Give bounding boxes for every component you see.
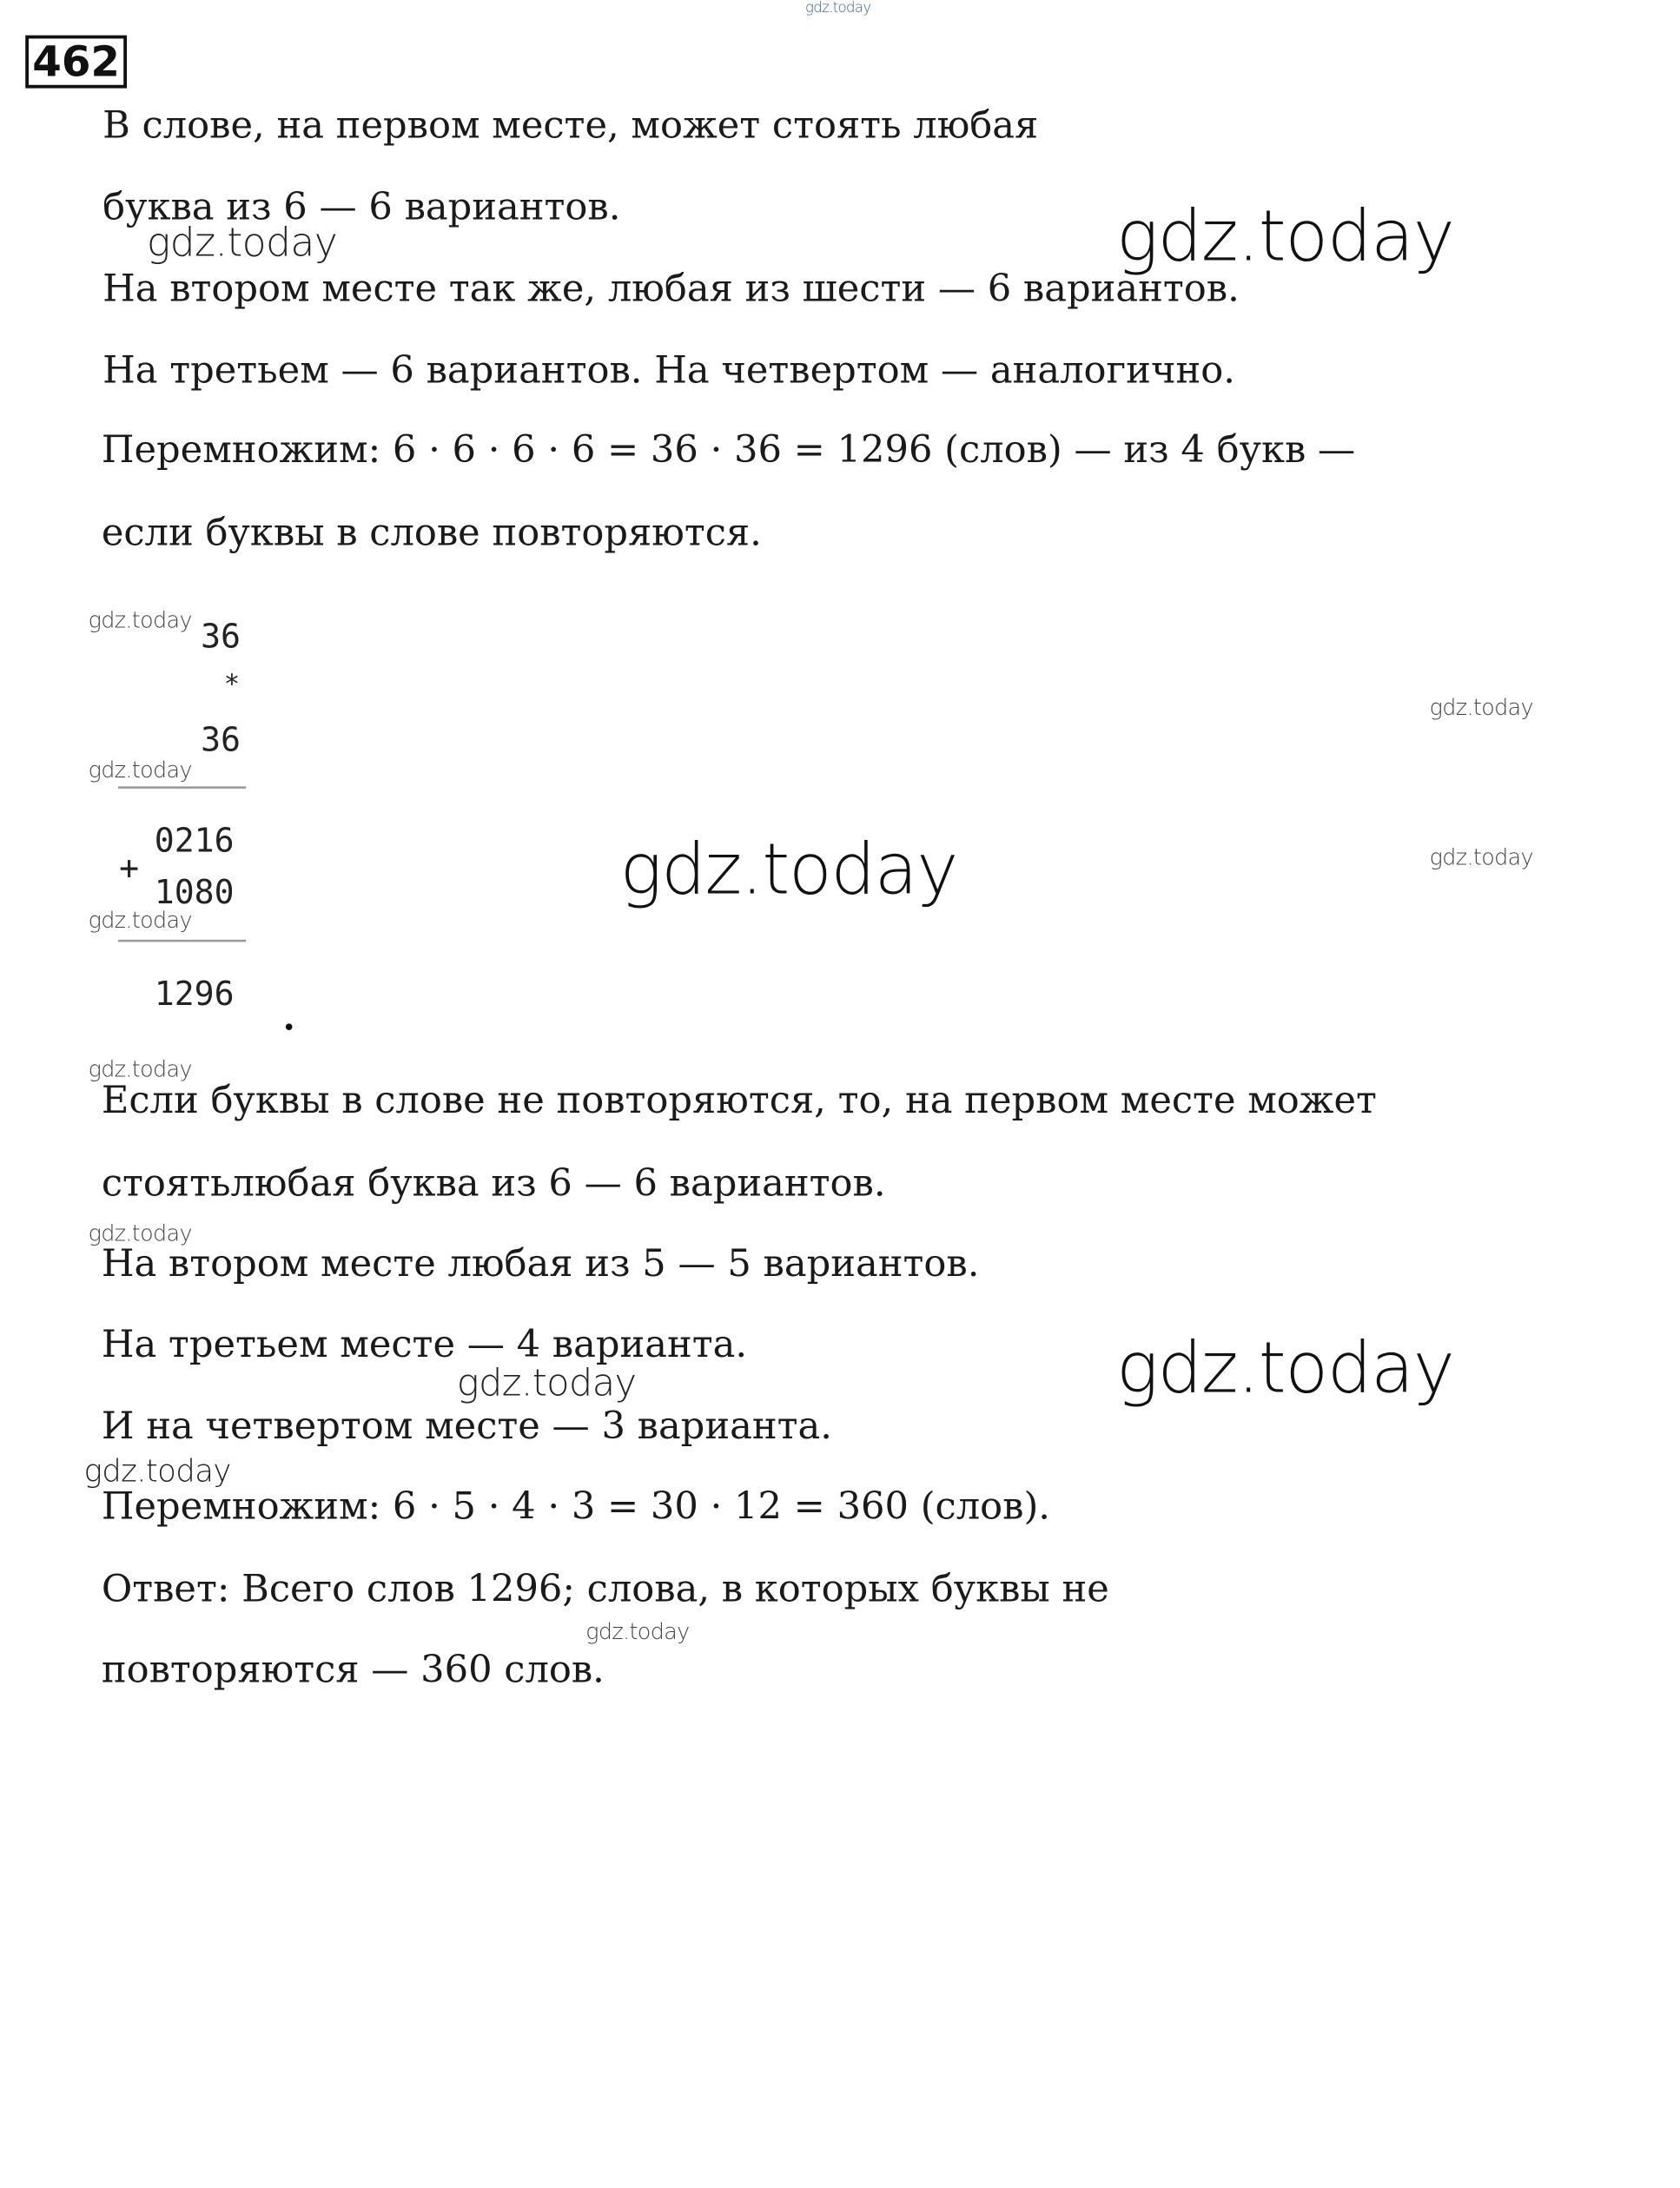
watermark: gdz.today	[146, 220, 338, 267]
text-line: Перемножим: 6 · 5 · 4 · 3 = 30 · 12 = 360 (слов).	[101, 1484, 1051, 1529]
watermark: gdz.today	[585, 1617, 690, 1645]
text-line: Ответ: Всего слов 1296; слова, в которых буквы не	[101, 1567, 1109, 1612]
text-line: буква из 6 — 6 вариантов.	[103, 185, 621, 230]
text-line: Перемножим: 6 · 6 · 6 · 6 = 36 · 36 = 1296 (слов) — из 4 букв —	[101, 427, 1356, 473]
text-line: И на четвертом месте — 3 варианта.	[101, 1404, 832, 1449]
text-line: повторяются — 360 слов.	[101, 1648, 605, 1692]
text-line: если буквы в слове повторяются.	[101, 510, 762, 555]
watermark: gdz.today	[456, 1360, 637, 1405]
watermark: gdz.today	[1429, 843, 1533, 870]
text-line: На третьем месте — 4 варианта.	[101, 1322, 748, 1367]
text-line: На втором месте так же, любая из шести — 6 вариантов.	[103, 267, 1240, 312]
operand-2: 36	[201, 721, 241, 760]
text-line: стоятьлюбая буква из 6 — 6 вариантов.	[101, 1161, 886, 1206]
watermark: gdz.today	[1116, 1327, 1454, 1410]
operand-1: 36	[201, 618, 241, 657]
watermark: gdz.today	[1429, 693, 1533, 721]
partial-product-2: 1080	[154, 873, 235, 913]
task-number: 462	[25, 36, 127, 89]
watermark: gdz.today	[83, 1452, 231, 1490]
watermark: gdz.today	[88, 606, 192, 633]
text-line: На третьем — 6 вариантов. На четвертом — аналогично.	[103, 348, 1235, 393]
period-mark	[286, 1023, 293, 1030]
calc-rule-2	[118, 940, 246, 942]
watermark: gdz.today	[619, 829, 958, 911]
text-line: На втором месте любая из 5 — 5 вариантов.	[101, 1241, 980, 1286]
watermark: gdz.today	[88, 757, 192, 783]
watermark: gdz.today	[88, 1055, 192, 1082]
calc-rule-1	[118, 786, 246, 789]
watermark: gdz.today	[88, 906, 192, 934]
result: 1296	[154, 975, 235, 1014]
partial-product-1: 0216	[154, 822, 235, 861]
watermark-top: gdz.today	[804, 0, 871, 17]
multiply-sign: *	[223, 668, 241, 700]
text-line: В слове, на первом месте, может стоять любая	[103, 103, 1039, 149]
text-line: Если буквы в слове не повторяются, то, на первом месте может	[101, 1078, 1377, 1123]
plus-sign: +	[119, 849, 140, 889]
watermark: gdz.today	[1116, 196, 1454, 278]
watermark: gdz.today	[88, 1220, 192, 1246]
